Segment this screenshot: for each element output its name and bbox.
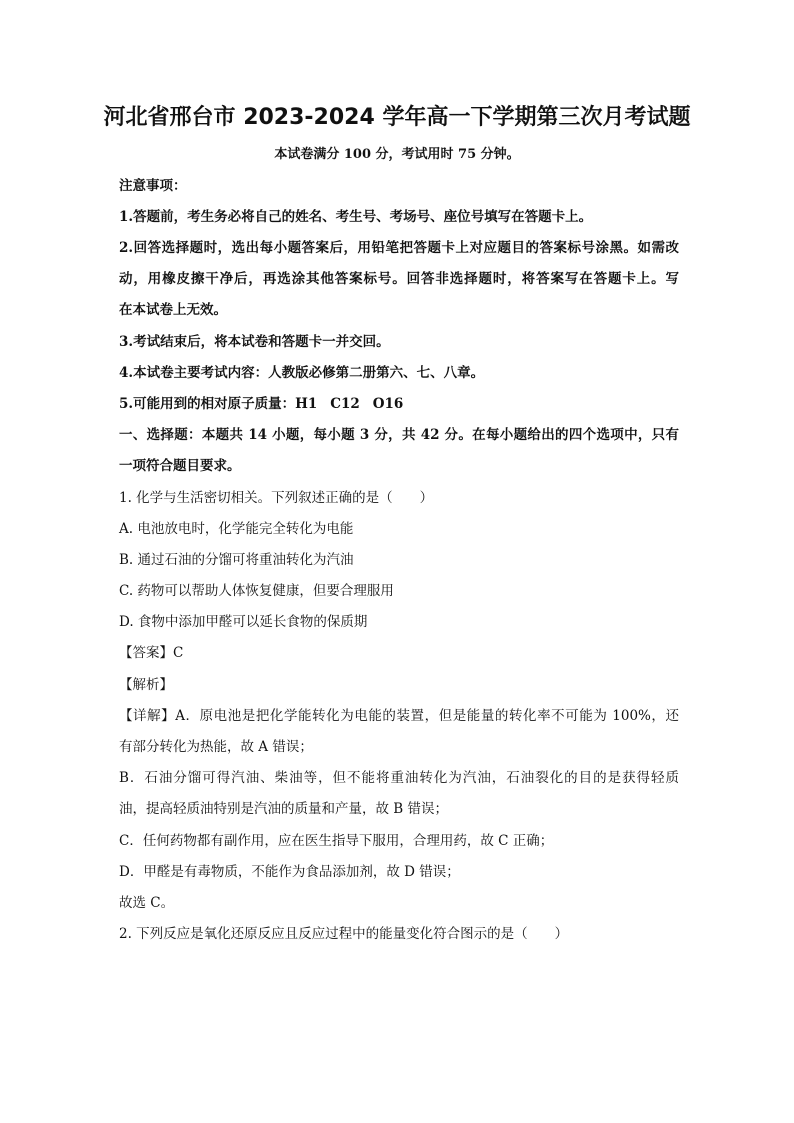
exam-subtitle: 本试卷满分 100 分，考试用时 75 分钟。 — [274, 147, 520, 162]
question-1-detail-line-1: 【详解】A．原电池是把化学能转化为电能的装置，但是能量的转化率不可能为 100%，还 — [119, 708, 679, 724]
question-2-stem: 2. 下列反应是氧化还原反应且反应过程中的能量变化符合图示的是（ ） — [119, 926, 569, 942]
question-1-detail-line-6: D．甲醛是有毒物质，不能作为食品添加剂，故 D 错误； — [119, 864, 460, 880]
notes-item-5-oxygen: O16 — [372, 396, 404, 412]
notes-item-3: 3.考试结束后，将本试卷和答题卡一并交回。 — [119, 334, 390, 350]
question-1-option-a: A. 电池放电时，化学能完全转化为电能 — [119, 521, 354, 537]
notes-item-1: 1.答题前，考生务必将自己的姓名、考生号、考场号、座位号填写在答题卡上。 — [119, 209, 593, 225]
notes-item-2-line-2: 动，用橡皮擦干净后，再选涂其他答案标号。回答非选择题时，将答案写在答题卡上。写 — [119, 271, 679, 287]
question-1-analysis-heading: 【解析】 — [119, 677, 173, 693]
question-1-detail-line-3: B．石油分馏可得汽油、柴油等，但不能将重油转化为汽油，石油裂化的目的是获得轻质 — [119, 770, 679, 786]
notes-item-5-carbon: C12 — [330, 396, 360, 412]
question-1-conclusion: 故选 C。 — [119, 895, 175, 911]
question-1-stem: 1. 化学与生活密切相关。下列叙述正确的是（ ） — [119, 490, 434, 506]
question-1-detail-line-5: C．任何药物都有副作用，应在医生指导下服用，合理用药，故 C 正确； — [119, 833, 554, 849]
question-1-option-c: C. 药物可以帮助人体恢复健康，但要合理服用 — [119, 583, 394, 599]
section-1-heading-line-1: 一、选择题：本题共 14 小题，每小题 3 分，共 42 分。在每小题给出的四个选项中，只有 — [119, 427, 679, 443]
section-1-heading-line-2: 一项符合题目要求。 — [119, 458, 241, 474]
question-1-detail-line-4: 油，提高轻质油特别是汽油的质量和产量，故 B 错误； — [119, 801, 449, 817]
page-title: 河北省邢台市 2023-2024 学年高一下学期第三次月考试题 — [103, 105, 691, 130]
notes-item-2-line-1: 2.回答选择题时，选出每小题答案后，用铅笔把答题卡上对应题目的答案标号涂黑。如需改 — [119, 240, 679, 256]
notes-item-5-label: 5.可能用到的相对原子质量：H1 — [119, 396, 318, 412]
question-1-detail-line-2: 有部分转化为热能，故 A 错误； — [119, 739, 313, 755]
notes-item-4: 4.本试卷主要考试内容：人教版必修第二册第六、七、八章。 — [119, 365, 485, 381]
notes-item-5 — [119, 394, 679, 414]
notes-item-2-line-3: 在本试卷上无效。 — [119, 302, 227, 318]
question-1-option-b: B. 通过石油的分馏可将重油转化为汽油 — [119, 552, 354, 568]
question-1-option-d: D. 食物中添加甲醛可以延长食物的保质期 — [119, 614, 368, 630]
notes-heading: 注意事项： — [119, 178, 187, 194]
question-1-answer: 【答案】C — [119, 645, 184, 661]
